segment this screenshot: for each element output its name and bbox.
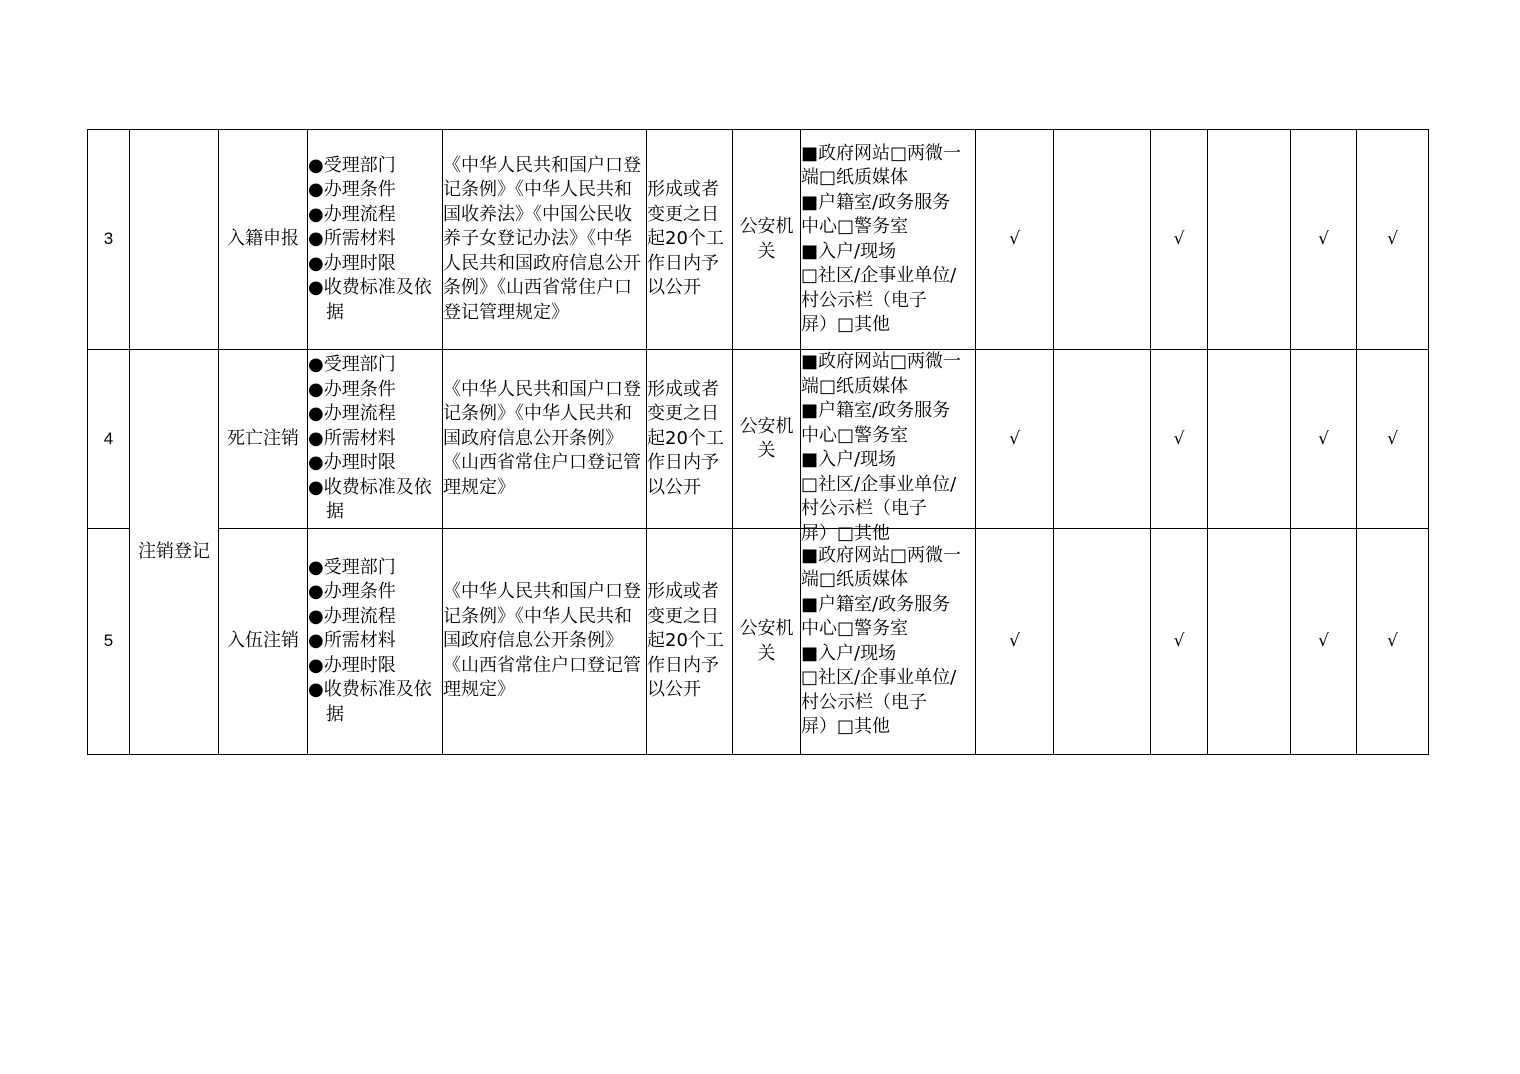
channel-line: 端□纸质媒体	[801, 569, 909, 590]
legal-basis: 《中华人民共和国户口登记条例》《中华人民共和国收养法》《中国公民收养子女登记办法》《中华人民共和国政府信息公开条例》《山西省常住户口登记管理规定》	[443, 130, 647, 350]
content-item: ● 受理部门	[308, 353, 442, 378]
channel-line: ■入户/现场	[801, 449, 897, 470]
content-item: ● 办理时限	[308, 451, 442, 476]
check-specific-group	[1054, 350, 1151, 529]
row-number: 3	[88, 130, 130, 350]
content-item: ● 所需材料	[308, 629, 442, 654]
channel-line: 屏）□其他	[801, 522, 891, 544]
check-specific-group	[1054, 529, 1151, 755]
check-county: √	[1291, 529, 1357, 755]
channel-line: 村公示栏（电子	[801, 498, 927, 519]
channel-line: ■户籍室/政务服务	[801, 400, 951, 421]
check-all-society: √	[976, 350, 1054, 529]
content-list	[308, 154, 442, 326]
item-name: 入伍注销	[219, 529, 308, 755]
table-row	[88, 350, 1429, 529]
check-specific-group	[1054, 130, 1151, 350]
channel-line: 中心□警务室	[801, 424, 909, 446]
channel-line: 中心□警务室	[801, 216, 909, 237]
check-on-request	[1208, 350, 1291, 529]
channel-line: ■政府网站□两微一	[801, 142, 962, 164]
check-county: √	[1291, 350, 1357, 529]
content-item: ● 办理条件	[308, 580, 442, 605]
item-name: 死亡注销	[219, 350, 308, 529]
channel-line: ■户籍室/政务服务	[801, 191, 951, 213]
content-list-cell	[308, 130, 443, 350]
content-item: ● 受理部门	[308, 556, 442, 581]
content-item: ● 收费标准及依据	[308, 276, 442, 325]
check-all-society: √	[976, 529, 1054, 755]
legal-basis: 《中华人民共和国户口登记条例》《中华人民共和国政府信息公开条例》《山西省常住户口登记管理规定》	[443, 529, 647, 755]
disclosure-channel	[801, 350, 976, 544]
check-township: √	[1357, 350, 1429, 529]
responsible-agency: 公安机关	[733, 350, 801, 529]
content-item: ● 办理时限	[308, 252, 442, 277]
content-item: ● 办理条件	[308, 378, 442, 403]
disclosure-channel	[801, 529, 976, 755]
content-item: ● 所需材料	[308, 427, 442, 452]
content-item: ● 办理时限	[308, 654, 442, 679]
content-list	[308, 353, 442, 525]
check-active: √	[1151, 350, 1208, 529]
responsible-agency: 公安机关	[733, 130, 801, 350]
check-on-request	[1208, 130, 1291, 350]
content-item: ● 办理流程	[308, 203, 442, 228]
category-cell: 注销登记	[130, 350, 219, 755]
content-item: ● 办理流程	[308, 605, 442, 630]
content-list-cell	[308, 529, 443, 755]
channel-line: 屏）□其他	[801, 314, 891, 335]
channel-line: 端□纸质媒体	[801, 167, 909, 188]
content-item: ● 所需材料	[308, 227, 442, 252]
content-item: ● 收费标准及依据	[308, 476, 442, 525]
channel-line: □社区/企事业单位/	[801, 265, 957, 286]
channel-line: ■入户/现场	[801, 642, 897, 664]
channel-line: ■户籍室/政务服务	[801, 593, 951, 615]
disclosure-timing: 形成或者变更之日起20个工作日内予以公开	[647, 350, 733, 529]
channel-line: ■入户/现场	[801, 240, 897, 262]
channel-line: 村公示栏（电子	[801, 691, 927, 713]
item-name: 入籍申报	[219, 130, 308, 350]
channel-line: □社区/企事业单位/	[801, 473, 957, 495]
disclosure-timing: 形成或者变更之日起20个工作日内予以公开	[647, 130, 733, 350]
channel-line: 端□纸质媒体	[801, 375, 909, 397]
content-item: ● 办理条件	[308, 178, 442, 203]
channel-line: □社区/企事业单位/	[801, 667, 957, 688]
content-item: ● 受理部门	[308, 154, 442, 179]
content-item: ● 办理流程	[308, 402, 442, 427]
check-active: √	[1151, 130, 1208, 350]
disclosure-channel	[801, 130, 976, 350]
table-row	[88, 529, 1429, 755]
check-active: √	[1151, 529, 1208, 755]
category-cell	[130, 130, 219, 350]
content-list	[308, 556, 442, 728]
channel-line: ■政府网站□两微一	[801, 544, 962, 566]
channel-line: 中心□警务室	[801, 618, 909, 639]
check-all-society: √	[976, 130, 1054, 350]
row-number: 4	[88, 350, 130, 529]
disclosure-table	[87, 129, 1429, 755]
table-row	[88, 130, 1429, 350]
channel-line: ■政府网站□两微一	[801, 351, 962, 372]
channel-line: 村公示栏（电子	[801, 289, 927, 311]
check-township: √	[1357, 529, 1429, 755]
content-item: ● 收费标准及依据	[308, 678, 442, 727]
row-number: 5	[88, 529, 130, 755]
legal-basis: 《中华人民共和国户口登记条例》《中华人民共和国政府信息公开条例》《山西省常住户口登记管理规定》	[443, 350, 647, 529]
check-on-request	[1208, 529, 1291, 755]
check-township: √	[1357, 130, 1429, 350]
responsible-agency: 公安机关	[733, 529, 801, 755]
channel-line: 屏）□其他	[801, 716, 891, 737]
disclosure-timing: 形成或者变更之日起20个工作日内予以公开	[647, 529, 733, 755]
content-list-cell	[308, 350, 443, 529]
check-county: √	[1291, 130, 1357, 350]
